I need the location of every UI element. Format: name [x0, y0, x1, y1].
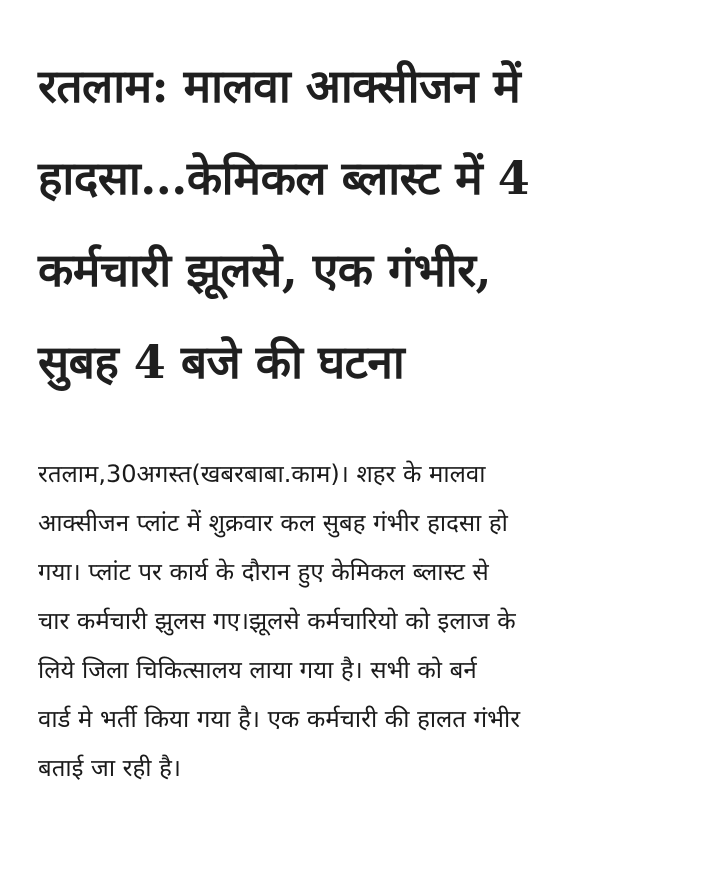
article-body: [38, 450, 688, 793]
article-headline: [38, 40, 688, 408]
body-line: रतलाम,30अगस्त(खबरबाबा.काम)। शहर के मालवा: [38, 460, 486, 488]
body-line: आक्सीजन प्लांट में शुक्रवार कल सुबह गंभीर हादसा हो: [38, 509, 508, 537]
body-line: बताई जा रही है।: [38, 754, 181, 782]
body-line: लिये जिला चिकित्सालय लाया गया है। सभी को बर्न: [38, 656, 477, 684]
body-line: गया। प्लांट पर कार्य के दौरान हुए केमिकल ब्लास्ट से: [38, 558, 489, 586]
headline-line: रतलाम: मालवा आक्सीजन में: [38, 59, 521, 113]
body-line: चार कर्मचारी झुलस गए।झूलसे कर्मचारियो को इलाज के: [38, 607, 516, 635]
news-article: [38, 40, 688, 793]
headline-line: सुबह 4 बजे की घटना: [38, 335, 405, 389]
headline-line: हादसा...केमिकल ब्लास्ट में 4: [38, 151, 530, 205]
headline-line: कर्मचारी झूलसे, एक गंभीर,: [38, 243, 492, 297]
body-line: वार्ड मे भर्ती किया गया है। एक कर्मचारी की हालत गंभीर: [38, 705, 521, 733]
